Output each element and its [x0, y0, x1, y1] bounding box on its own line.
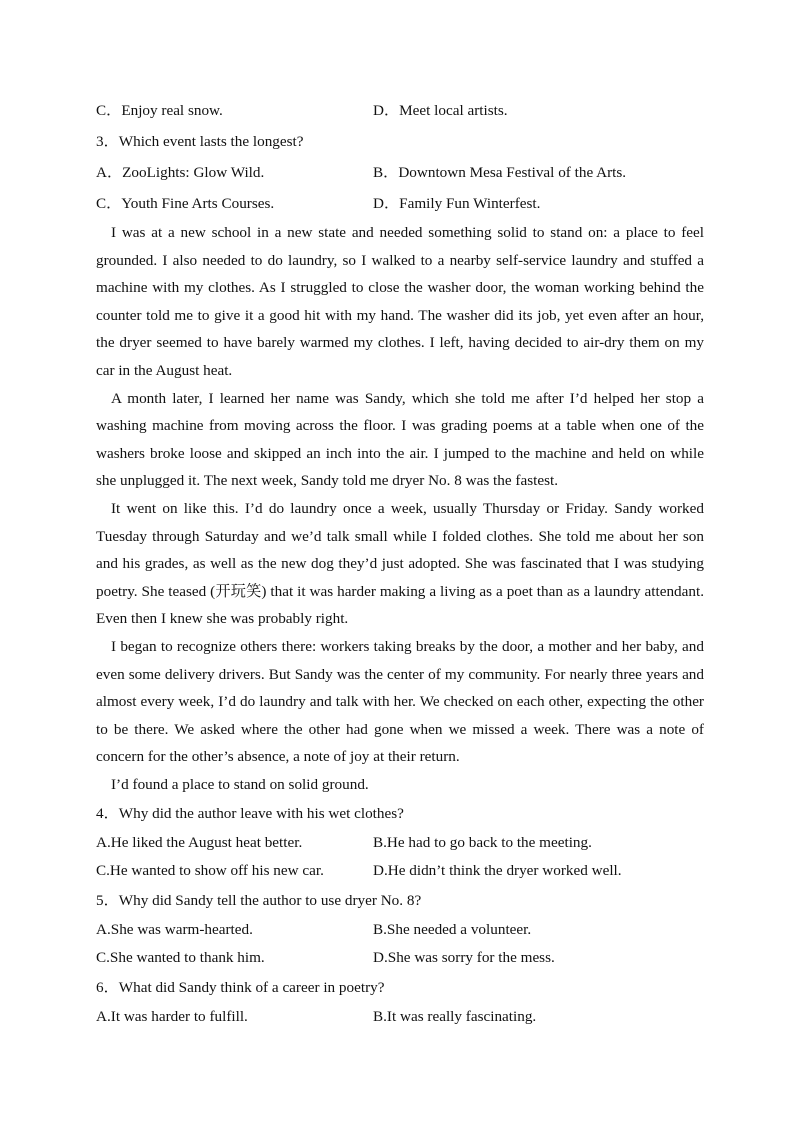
q6-options-row-1: [96, 1003, 704, 1031]
q3-option-d: D．Family Fun Winterfest.: [373, 195, 541, 212]
q3-option-b: B．Downtown Mesa Festival of the Arts.: [373, 164, 627, 181]
q6-option-a: A.It was harder to fulfill.: [96, 1008, 248, 1026]
q3-options-row-2: [96, 188, 704, 219]
q3-question: 3．Which event lasts the longest?: [96, 133, 304, 150]
q2-option-d: D．Meet local artists.: [373, 102, 508, 119]
q5-question: 5．Why did Sandy tell the author to use dryer No. 8?: [96, 892, 422, 910]
q4-option-a: A.He liked the August heat better.: [96, 834, 303, 852]
page-content: [96, 95, 704, 1031]
q5-option-c: C.She wanted to thank him.: [96, 949, 265, 967]
reading-passage: [96, 219, 704, 798]
q5-options-row-2: [96, 944, 704, 972]
q5-option-a: A.She was warm-hearted.: [96, 921, 253, 939]
passage-paragraph-2: A month later, I learned her name was Sandy, which she told me after I’d helped her stop a washing machine from moving across the floor. I was grading poems at a table when one of the washers broke loose and skipped an inch into the air. I jumped to the machine and held on while she unplugged it. The next week, Sandy told me dryer No. 8 was the fastest.: [96, 389, 704, 490]
q2-options-row: [96, 95, 704, 126]
q6-option-b: B.It was really fascinating.: [373, 1008, 537, 1026]
q5-options-row-1: [96, 916, 704, 944]
q3-option-a: A．ZooLights: Glow Wild.: [96, 164, 265, 181]
q5-option-d: D.She was sorry for the mess.: [373, 949, 555, 967]
passage-paragraph-3: It went on like this. I’d do laundry once a week, usually Thursday or Friday. Sandy worked Tuesday through Saturday and we’d talk small while I folded clothes. She told me about her son and his grades, as well as the new dog they’d just adopted. She was fascinated that I was studying poetry. She teased (开玩笑) that it was harder making a living as a poet than as a laundry attendant. Even then I knew she was probably right.: [96, 499, 704, 628]
passage-paragraph-4: I began to recognize others there: workers taking breaks by the door, a mother and her baby, and even some delivery drivers. But Sandy was the center of my community. For nearly three years and almost every week, I’d do laundry and talk with her. We checked on each other, expecting the other to be there. We asked where the other had gone when we missed a week. There was a note of concern for the other’s absence, a note of joy at their return.: [96, 637, 704, 766]
q4-option-d: D.He didn’t think the dryer worked well.: [373, 862, 622, 880]
q4-options-row-1: [96, 829, 704, 857]
q4-option-b: B.He had to go back to the meeting.: [373, 834, 592, 852]
passage-paragraph-1: I was at a new school in a new state and needed something solid to stand on: a place to feel grounded. I also needed to do laundry, so I walked to a nearby self-service laundry and stuffed a machine with my clothes. As I struggled to close the washer door, the woman working behind the counter told me to give it a good hit with my hand. The washer did its job, yet even after an hour, the dryer seemed to have barely warmed my clothes. I left, having decided to air-dry them on my car in the August heat.: [96, 224, 704, 379]
q4-options-row-2: [96, 857, 704, 885]
q6-question: 6．What did Sandy think of a career in poetry?: [96, 979, 385, 997]
q5-option-b: B.She needed a volunteer.: [373, 921, 532, 939]
q2-option-c: C．Enjoy real snow.: [96, 102, 223, 119]
passage-paragraph-5: I’d found a place to stand on solid ground.: [111, 775, 369, 793]
q4-option-c: C.He wanted to show off his new car.: [96, 862, 324, 880]
q3-option-c: C．Youth Fine Arts Courses.: [96, 195, 275, 212]
q4-question: 4．Why did the author leave with his wet clothes?: [96, 805, 404, 823]
q3-options-row-1: [96, 157, 704, 188]
